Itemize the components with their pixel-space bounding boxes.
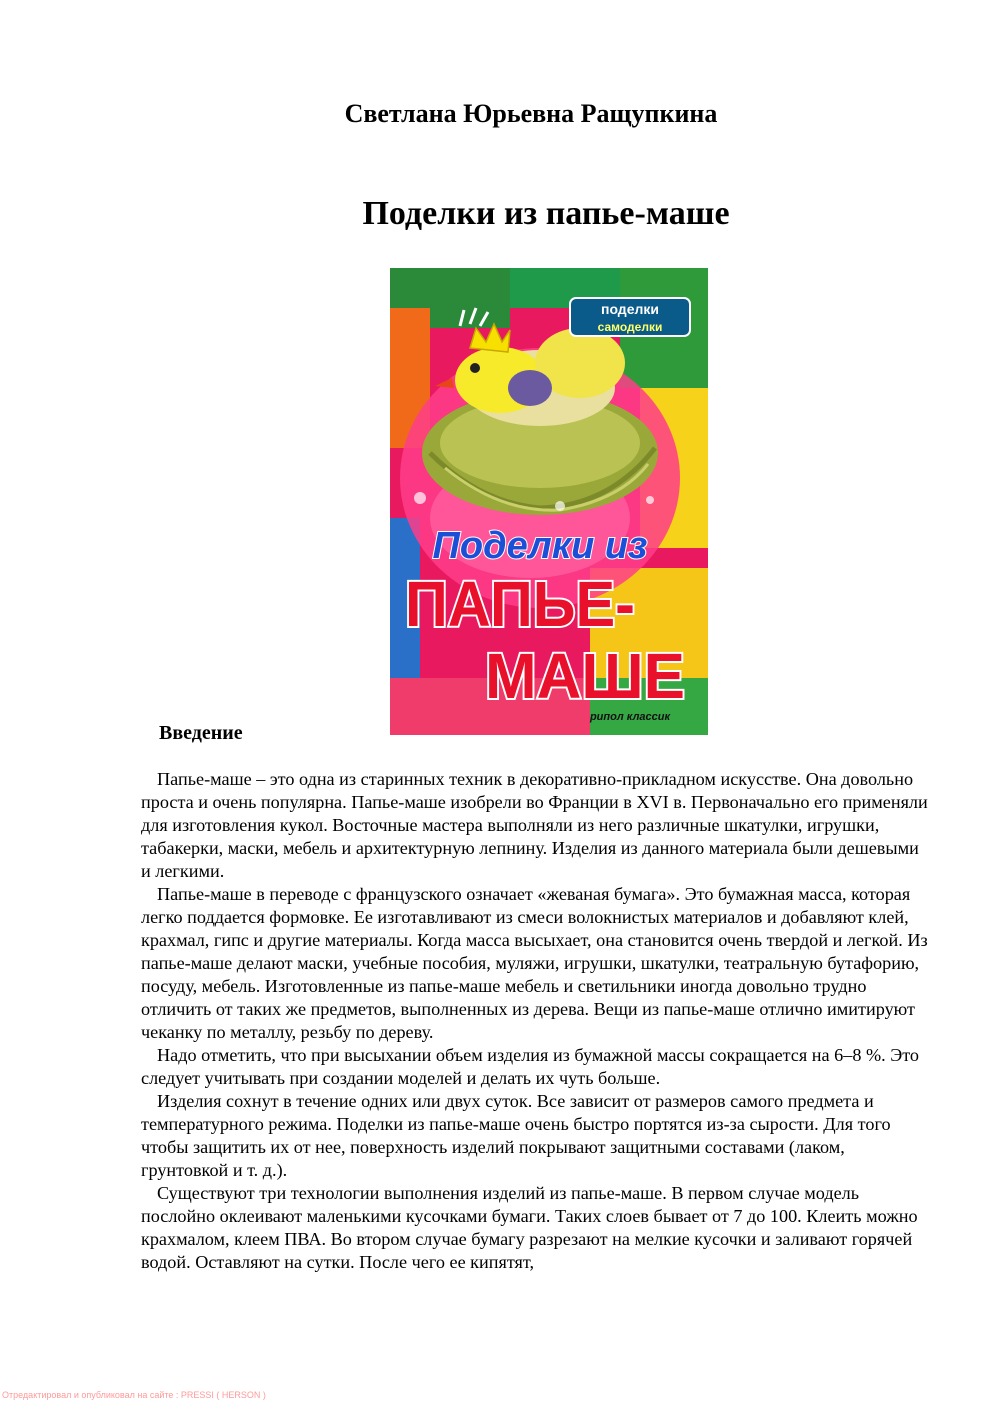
paragraph: Папье-маше в переводе с французского означает «жеваная бумага». Это бумажная масса, которая легко поддается формовке. Ее изготавливают из смеси волокнистых материалов и добавляют клей, крахмал, гипс и другие материалы. Когда масса высыхает, она становится очень твердой и легкой. Из папье-маше делают маски, учебные пособия, муляжи, игрушки, шкатулки, театральную бутафорию, посуду, мебель. Изготовленные из папье-маше мебель и светильники иногда довольно трудно отличить от таких же предметов, выполненных из дерева. Вещи из папье-маше отлично имитируют чеканку по металлу, резьбу по дереву. bbox=[141, 884, 928, 1042]
footer-note: Отредактировал и опубликовал на сайте : PRESSI ( HERSON ) bbox=[2, 1390, 266, 1400]
cover-series-line1: поделки bbox=[600, 301, 660, 317]
cover-title-line3: МАШЕ bbox=[485, 640, 685, 712]
book-title: Поделки из папье-маше bbox=[362, 195, 730, 232]
paragraph: Надо отметить, что при высыхании объем изделия из бумажной массы сокращается на 6–8 %. Это следует учитывать при создании моделей и делать их чуть больше. bbox=[141, 1045, 920, 1088]
cover-publisher: рипол классик bbox=[589, 711, 671, 723]
cover-series-line2: самоделки bbox=[597, 320, 663, 334]
paragraph: Папье-маше – это одна из старинных техник в декоративно-прикладном искусстве. Она довольно проста и очень популярна. Папье-маше изобрели во Франции в XVI в. Первоначально его применяли для изготовления кукол. Восточные мастера выполняли из него различные шкатулки, игрушки, табакерки, маски, мебель и архитектурную лепнину. Изделия из данного материала были дешевыми и легкими. bbox=[141, 769, 928, 881]
cover-title-line2: ПАПЬЕ- bbox=[405, 568, 635, 640]
section-heading: Введение bbox=[159, 722, 243, 744]
author-name: Светлана Юрьевна Ращупкина bbox=[344, 99, 718, 128]
book-cover-image bbox=[390, 268, 708, 735]
paragraph: Изделия сохнут в течение одних или двух суток. Все зависит от размеров самого предмета и температурного режима. Поделки из папье-маше очень быстро портятся из-за сырости. Для того чтобы защитить их от нее, поверхность изделий покрывают защитными составами (лаком, грунтовкой и т. д.). bbox=[141, 1091, 891, 1180]
paragraph: Существуют три технологии выполнения изделий из папье-маше. В первом случае модель послойно оклеивают маленькими кусочками бумаги. Таких слоев бывает от 7 до 100. Клеить можно крахмалом, клеем ПВА. Во втором случае бумагу разрезают на мелкие кусочки и заливают горячей водой. Оставляют на сутки. После чего ее кипятят, bbox=[141, 1183, 918, 1272]
body-text bbox=[141, 768, 931, 1274]
cover-title-line1: Поделки из bbox=[432, 525, 648, 567]
